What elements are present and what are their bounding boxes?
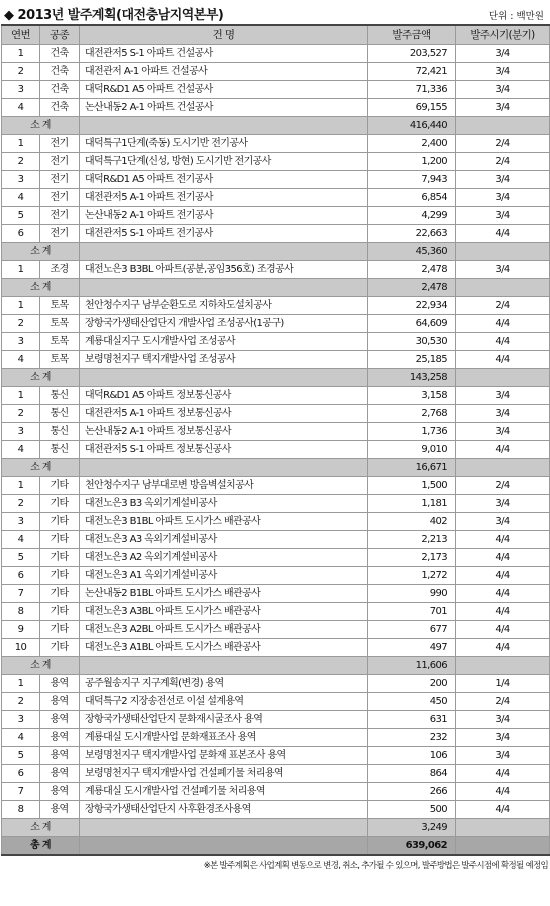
subtotal-label: 소 계 (2, 117, 80, 135)
unit-label: 단위 : 백만원 (488, 11, 544, 22)
table-row (2, 297, 550, 315)
row-number: 2 (2, 315, 40, 333)
row-quarter: 2/4 (456, 135, 550, 153)
row-quarter: 4/4 (456, 225, 550, 243)
row-amount: 72,421 (368, 63, 456, 81)
row-category: 용역 (40, 801, 80, 819)
subtotal-row (2, 459, 550, 477)
row-quarter: 2/4 (456, 693, 550, 711)
empty-cell (456, 369, 550, 387)
header-no: 연번 (2, 25, 40, 45)
row-quarter: 3/4 (456, 63, 550, 81)
row-number: 4 (2, 99, 40, 117)
row-amount: 631 (368, 711, 456, 729)
row-amount: 200 (368, 675, 456, 693)
row-project-name: 대전노은3 A1BL 아파트 도시가스 배관공사 (80, 639, 368, 657)
row-amount: 2,213 (368, 531, 456, 549)
row-quarter: 4/4 (456, 585, 550, 603)
subtotal-amount: 416,440 (368, 117, 456, 135)
row-number: 1 (2, 387, 40, 405)
row-number: 8 (2, 603, 40, 621)
empty-cell (80, 279, 368, 297)
row-quarter: 4/4 (456, 549, 550, 567)
row-project-name: 대덕R&D1 A5 아파트 전기공사 (80, 171, 368, 189)
row-amount: 864 (368, 765, 456, 783)
subtotal-row (2, 369, 550, 387)
row-category: 기타 (40, 477, 80, 495)
empty-cell (456, 279, 550, 297)
row-number: 9 (2, 621, 40, 639)
row-project-name: 대전노은3 A2BL 아파트 도시가스 배관공사 (80, 621, 368, 639)
row-number: 3 (2, 171, 40, 189)
subtotal-label: 소 계 (2, 819, 80, 837)
row-amount: 2,400 (368, 135, 456, 153)
row-number: 4 (2, 531, 40, 549)
table-row (2, 477, 550, 495)
row-project-name: 대전노은3 B3BL 아파트(공분,공임356호) 조경공사 (80, 261, 368, 279)
row-project-name: 대전관저 A-1 아파트 건설공사 (80, 63, 368, 81)
row-number: 3 (2, 333, 40, 351)
row-category: 전기 (40, 189, 80, 207)
subtotal-label: 소 계 (2, 279, 80, 297)
row-amount: 4,299 (368, 207, 456, 225)
row-project-name: 대덕특구1단계(신성, 방현) 도시기반 전기공사 (80, 153, 368, 171)
row-quarter: 3/4 (456, 387, 550, 405)
table-row (2, 567, 550, 585)
row-project-name: 논산내동2 A-1 아파트 전기공사 (80, 207, 368, 225)
row-project-name: 계룡대실 도시개발사업 건설폐기물 처리용역 (80, 783, 368, 801)
row-quarter: 3/4 (456, 99, 550, 117)
row-category: 건축 (40, 81, 80, 99)
empty-cell (456, 459, 550, 477)
row-number: 2 (2, 405, 40, 423)
row-category: 기타 (40, 585, 80, 603)
row-project-name: 장항국가생태산업단지 문화재시굴조사 용역 (80, 711, 368, 729)
row-quarter: 4/4 (456, 783, 550, 801)
row-project-name: 대덕특구2 지장송전선로 이설 설계용역 (80, 693, 368, 711)
row-amount: 1,500 (368, 477, 456, 495)
table-row (2, 45, 550, 63)
row-number: 2 (2, 495, 40, 513)
procurement-table (1, 24, 550, 856)
row-project-name: 장항국가생태산업단지 개발사업 조성공사(1공구) (80, 315, 368, 333)
row-category: 건축 (40, 99, 80, 117)
table-row (2, 549, 550, 567)
row-category: 기타 (40, 603, 80, 621)
row-category: 건축 (40, 45, 80, 63)
row-number: 2 (2, 693, 40, 711)
row-category: 통신 (40, 441, 80, 459)
table-row (2, 441, 550, 459)
row-category: 용역 (40, 693, 80, 711)
subtotal-label: 소 계 (2, 369, 80, 387)
row-quarter: 4/4 (456, 639, 550, 657)
table-row (2, 315, 550, 333)
empty-cell (80, 117, 368, 135)
row-amount: 22,934 (368, 297, 456, 315)
row-amount: 2,768 (368, 405, 456, 423)
footnote: ※본 발주계획은 사업계획 변동으로 변경, 취소, 추가될 수 있으며, 발주방법은 발주시점에 확정될 예정임 (203, 861, 548, 871)
row-amount: 1,181 (368, 495, 456, 513)
row-number: 4 (2, 351, 40, 369)
subtotal-row (2, 819, 550, 837)
row-quarter: 4/4 (456, 531, 550, 549)
header (0, 0, 550, 24)
row-category: 기타 (40, 495, 80, 513)
table-header-row (2, 25, 550, 45)
row-project-name: 대전관저5 A-1 아파트 정보통신공사 (80, 405, 368, 423)
row-number: 7 (2, 585, 40, 603)
subtotal-row (2, 243, 550, 261)
row-category: 조경 (40, 261, 80, 279)
row-quarter: 3/4 (456, 261, 550, 279)
row-quarter: 4/4 (456, 567, 550, 585)
row-amount: 3,158 (368, 387, 456, 405)
table-row (2, 801, 550, 819)
total-label: 총 계 (2, 837, 80, 856)
row-number: 1 (2, 675, 40, 693)
row-number: 3 (2, 81, 40, 99)
row-amount: 203,527 (368, 45, 456, 63)
row-amount: 450 (368, 693, 456, 711)
row-amount: 25,185 (368, 351, 456, 369)
row-number: 2 (2, 63, 40, 81)
row-category: 용역 (40, 711, 80, 729)
header-amount: 발주금액 (368, 25, 456, 45)
row-quarter: 3/4 (456, 423, 550, 441)
row-quarter: 3/4 (456, 405, 550, 423)
row-project-name: 논산내동2 A-1 아파트 정보통신공사 (80, 423, 368, 441)
table-row (2, 747, 550, 765)
row-category: 기타 (40, 639, 80, 657)
row-number: 3 (2, 711, 40, 729)
table-row (2, 639, 550, 657)
row-quarter: 3/4 (456, 207, 550, 225)
table-row (2, 171, 550, 189)
table-row (2, 351, 550, 369)
row-category: 기타 (40, 531, 80, 549)
subtotal-row (2, 657, 550, 675)
row-amount: 1,736 (368, 423, 456, 441)
row-category: 토목 (40, 333, 80, 351)
row-amount: 106 (368, 747, 456, 765)
row-amount: 500 (368, 801, 456, 819)
row-amount: 677 (368, 621, 456, 639)
subtotal-amount: 16,671 (368, 459, 456, 477)
row-category: 전기 (40, 153, 80, 171)
empty-cell (80, 657, 368, 675)
page-title: ◆ 2013년 발주계획(대전충남지역본부) (4, 8, 224, 23)
row-quarter: 4/4 (456, 801, 550, 819)
row-number: 6 (2, 225, 40, 243)
table-row (2, 207, 550, 225)
row-number: 4 (2, 441, 40, 459)
row-amount: 2,173 (368, 549, 456, 567)
empty-cell (80, 243, 368, 261)
row-category: 기타 (40, 621, 80, 639)
subtotal-row (2, 279, 550, 297)
row-amount: 1,200 (368, 153, 456, 171)
row-amount: 497 (368, 639, 456, 657)
empty-cell (456, 117, 550, 135)
table-row (2, 765, 550, 783)
row-project-name: 대전노은3 B3 옥외기계설비공사 (80, 495, 368, 513)
row-quarter: 4/4 (456, 315, 550, 333)
row-amount: 232 (368, 729, 456, 747)
row-category: 통신 (40, 405, 80, 423)
row-amount: 2,478 (368, 261, 456, 279)
row-quarter: 2/4 (456, 477, 550, 495)
table-row (2, 495, 550, 513)
subtotal-label: 소 계 (2, 657, 80, 675)
row-number: 5 (2, 747, 40, 765)
row-category: 토목 (40, 315, 80, 333)
row-project-name: 대덕R&D1 A5 아파트 정보통신공사 (80, 387, 368, 405)
row-amount: 701 (368, 603, 456, 621)
subtotal-amount: 143,258 (368, 369, 456, 387)
table-row (2, 81, 550, 99)
row-quarter: 4/4 (456, 333, 550, 351)
table-row (2, 135, 550, 153)
row-number: 3 (2, 513, 40, 531)
row-project-name: 천안청수지구 남부대로변 방음벽설치공사 (80, 477, 368, 495)
row-project-name: 대전노은3 A1 옥외기계설비공사 (80, 567, 368, 585)
table-row (2, 423, 550, 441)
row-project-name: 천안청수지구 남부순환도로 지하차도설치공사 (80, 297, 368, 315)
row-category: 용역 (40, 765, 80, 783)
row-category: 용역 (40, 675, 80, 693)
table-row (2, 585, 550, 603)
table-row (2, 513, 550, 531)
grand-total-row (2, 837, 550, 856)
empty-cell (80, 459, 368, 477)
table-row (2, 531, 550, 549)
table-row (2, 675, 550, 693)
row-quarter: 3/4 (456, 45, 550, 63)
table-row (2, 693, 550, 711)
row-quarter: 3/4 (456, 729, 550, 747)
row-project-name: 대덕R&D1 A5 아파트 건설공사 (80, 81, 368, 99)
row-quarter: 2/4 (456, 153, 550, 171)
row-amount: 30,530 (368, 333, 456, 351)
table-row (2, 189, 550, 207)
row-category: 기타 (40, 549, 80, 567)
row-amount: 266 (368, 783, 456, 801)
row-number: 8 (2, 801, 40, 819)
row-category: 용역 (40, 783, 80, 801)
row-project-name: 대전관저5 S-1 아파트 전기공사 (80, 225, 368, 243)
row-quarter: 4/4 (456, 603, 550, 621)
row-project-name: 대전노은3 A3BL 아파트 도시가스 배관공사 (80, 603, 368, 621)
row-quarter: 4/4 (456, 621, 550, 639)
row-number: 1 (2, 261, 40, 279)
row-category: 기타 (40, 567, 80, 585)
row-quarter: 3/4 (456, 513, 550, 531)
row-quarter: 3/4 (456, 495, 550, 513)
row-amount: 71,336 (368, 81, 456, 99)
row-project-name: 대덕특구1단계(죽동) 도시기반 전기공사 (80, 135, 368, 153)
row-category: 전기 (40, 225, 80, 243)
row-project-name: 대전노은3 B1BL 아파트 도시가스 배관공사 (80, 513, 368, 531)
row-project-name: 계룡대실 도시개발사업 문화재표조사 용역 (80, 729, 368, 747)
row-project-name: 논산내동2 A-1 아파트 건설공사 (80, 99, 368, 117)
row-number: 7 (2, 783, 40, 801)
row-category: 토목 (40, 351, 80, 369)
subtotal-label: 소 계 (2, 459, 80, 477)
row-amount: 1,272 (368, 567, 456, 585)
row-number: 1 (2, 45, 40, 63)
row-quarter: 3/4 (456, 711, 550, 729)
row-quarter: 3/4 (456, 81, 550, 99)
empty-cell (456, 243, 550, 261)
empty-cell (80, 369, 368, 387)
header-category: 공종 (40, 25, 80, 45)
row-amount: 7,943 (368, 171, 456, 189)
row-amount: 69,155 (368, 99, 456, 117)
row-number: 4 (2, 189, 40, 207)
row-category: 건축 (40, 63, 80, 81)
row-category: 용역 (40, 729, 80, 747)
table-row (2, 621, 550, 639)
row-number: 10 (2, 639, 40, 657)
row-category: 전기 (40, 207, 80, 225)
row-category: 기타 (40, 513, 80, 531)
row-amount: 990 (368, 585, 456, 603)
row-number: 6 (2, 567, 40, 585)
row-project-name: 공주월송지구 지구계획(변경) 용역 (80, 675, 368, 693)
subtotal-label: 소 계 (2, 243, 80, 261)
row-amount: 9,010 (368, 441, 456, 459)
row-project-name: 논산내동2 B1BL 아파트 도시가스 배관공사 (80, 585, 368, 603)
table-body (2, 45, 550, 856)
subtotal-amount: 2,478 (368, 279, 456, 297)
row-number: 5 (2, 207, 40, 225)
row-number: 5 (2, 549, 40, 567)
row-project-name: 보령명천지구 택지개발사업 문화재 표본조사 용역 (80, 747, 368, 765)
row-quarter: 3/4 (456, 171, 550, 189)
row-quarter: 4/4 (456, 765, 550, 783)
total-amount: 639,062 (368, 837, 456, 856)
row-category: 용역 (40, 747, 80, 765)
row-category: 통신 (40, 423, 80, 441)
table-row (2, 261, 550, 279)
row-project-name: 보령명천지구 택지개발사업 건설폐기물 처리용역 (80, 765, 368, 783)
row-quarter: 3/4 (456, 747, 550, 765)
table-row (2, 333, 550, 351)
row-project-name: 대전관저5 S-1 아파트 정보통신공사 (80, 441, 368, 459)
empty-cell (80, 837, 368, 856)
row-project-name: 대전노은3 A3 옥외기계설비공사 (80, 531, 368, 549)
empty-cell (456, 837, 550, 856)
table-row (2, 225, 550, 243)
row-project-name: 계룡대실지구 도시개발사업 조성공사 (80, 333, 368, 351)
row-number: 1 (2, 135, 40, 153)
row-project-name: 장항국가생태산업단지 사후환경조사용역 (80, 801, 368, 819)
table-row (2, 99, 550, 117)
row-project-name: 대전관저5 A-1 아파트 전기공사 (80, 189, 368, 207)
row-project-name: 대전관저5 S-1 아파트 건설공사 (80, 45, 368, 63)
row-category: 전기 (40, 171, 80, 189)
row-category: 통신 (40, 387, 80, 405)
empty-cell (80, 819, 368, 837)
row-number: 6 (2, 765, 40, 783)
header-quarter: 발주시기(분기) (456, 25, 550, 45)
table-row (2, 711, 550, 729)
row-quarter: 4/4 (456, 441, 550, 459)
row-amount: 64,609 (368, 315, 456, 333)
header-project-name: 건 명 (80, 25, 368, 45)
row-quarter: 3/4 (456, 189, 550, 207)
table-row (2, 603, 550, 621)
row-amount: 22,663 (368, 225, 456, 243)
table-row (2, 783, 550, 801)
row-category: 토목 (40, 297, 80, 315)
empty-cell (456, 819, 550, 837)
table-row (2, 387, 550, 405)
subtotal-amount: 45,360 (368, 243, 456, 261)
row-number: 3 (2, 423, 40, 441)
empty-cell (456, 657, 550, 675)
table-row (2, 405, 550, 423)
row-project-name: 보령명천지구 택지개발사업 조성공사 (80, 351, 368, 369)
table-row (2, 153, 550, 171)
row-number: 1 (2, 297, 40, 315)
row-amount: 402 (368, 513, 456, 531)
table-row (2, 729, 550, 747)
row-category: 전기 (40, 135, 80, 153)
row-quarter: 2/4 (456, 297, 550, 315)
row-project-name: 대전노은3 A2 옥외기계설비공사 (80, 549, 368, 567)
row-number: 1 (2, 477, 40, 495)
row-number: 4 (2, 729, 40, 747)
row-amount: 6,854 (368, 189, 456, 207)
subtotal-row (2, 117, 550, 135)
table-row (2, 63, 550, 81)
row-quarter: 4/4 (456, 351, 550, 369)
row-number: 2 (2, 153, 40, 171)
subtotal-amount: 11,606 (368, 657, 456, 675)
row-quarter: 1/4 (456, 675, 550, 693)
subtotal-amount: 3,249 (368, 819, 456, 837)
